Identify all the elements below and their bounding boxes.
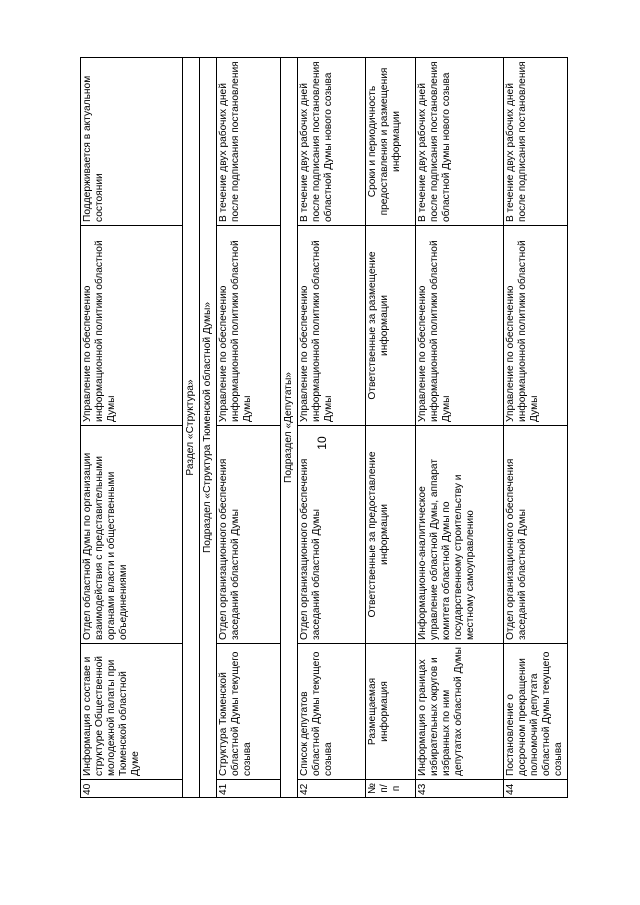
row-number: 44 [504, 780, 568, 798]
subsection-title: Подраздел «Депутаты» [281, 58, 298, 798]
provider-cell: Отдел организационного обеспечения заседаний областной Думы [504, 426, 568, 644]
row-number: 43 [416, 780, 504, 798]
header-deadline: Сроки и периодичность предоставления и размещения информации [366, 58, 416, 226]
deadline-cell: В течение двух рабочих дней после подписания постановления областной Думы нового созыва [298, 58, 366, 226]
header-name: Размещаемая информация [366, 644, 416, 780]
header-publisher: Ответственные за размещение информации [366, 226, 416, 426]
info-name-cell: Список депутатов областной Думы текущего созыва [298, 644, 366, 780]
table-row [416, 58, 504, 798]
publisher-cell: Управление по обеспечению информационной политики областной Думы [217, 226, 281, 426]
table-row [217, 58, 281, 798]
info-name-cell: Структура Тюменской областной Думы текущего созыва [217, 644, 281, 780]
publisher-cell: Управление по обеспечению информационной политики областной Думы [298, 226, 366, 426]
provider-cell: Информационно-аналитическое управление областной Думы, аппарат комитета областной Думы по государственному строительству и местному самоуправлению [416, 426, 504, 644]
row-number: 42 [298, 780, 366, 798]
provider-cell: Отдел организационного обеспечения заседаний областной Думы [217, 426, 281, 644]
row-number: 41 [217, 780, 281, 798]
header-provider: Ответственные за предоставление информации [366, 426, 416, 644]
header-row [366, 58, 416, 798]
info-table [80, 57, 568, 798]
publisher-cell: Управление по обеспечению информационной политики областной Думы [504, 226, 568, 426]
deadline-cell: В течение двух рабочих дней после подписания постановления [217, 58, 281, 226]
deadline-cell: В течение двух рабочих дней после подписания постановления [504, 58, 568, 226]
section-row [183, 58, 200, 798]
info-name-cell: Информация о составе и структуре Общественной молодежной палаты при Тюменской областной Думе [81, 644, 183, 780]
provider-cell: Отдел организационного обеспечения заседаний областной Думы [298, 426, 366, 644]
document-table [80, 58, 564, 798]
subsection-row [200, 58, 217, 798]
header-num: № п/п [366, 780, 416, 798]
subsection-title: Подраздел «Структура Тюменской областной Думы» [200, 58, 217, 798]
info-name-cell: Информация о границах избирательных округов и избранных по ним депутатах областной Думы [416, 644, 504, 780]
provider-cell: Отдел областной Думы по организации взаимодействия с представительными органами власти и общественными объединениями [81, 426, 183, 644]
section-title: Раздел «Структура» [183, 58, 200, 798]
info-name-cell: Постановление о досрочном прекращении полномочий депутата областной Думы текущего созыва [504, 644, 568, 780]
page-number: 10 [315, 436, 329, 450]
table-row [298, 58, 366, 798]
deadline-cell: В течение двух рабочих дней после подписания постановления областной Думы нового созыва [416, 58, 504, 226]
table-row [81, 58, 183, 798]
deadline-cell: Поддерживается в актуальном состоянии [81, 58, 183, 226]
subsection-row [281, 58, 298, 798]
publisher-cell: Управление по обеспечению информационной политики областной Думы [416, 226, 504, 426]
row-number: 40 [81, 780, 183, 798]
table-row [504, 58, 568, 798]
publisher-cell: Управление по обеспечению информационной политики областной Думы [81, 226, 183, 426]
